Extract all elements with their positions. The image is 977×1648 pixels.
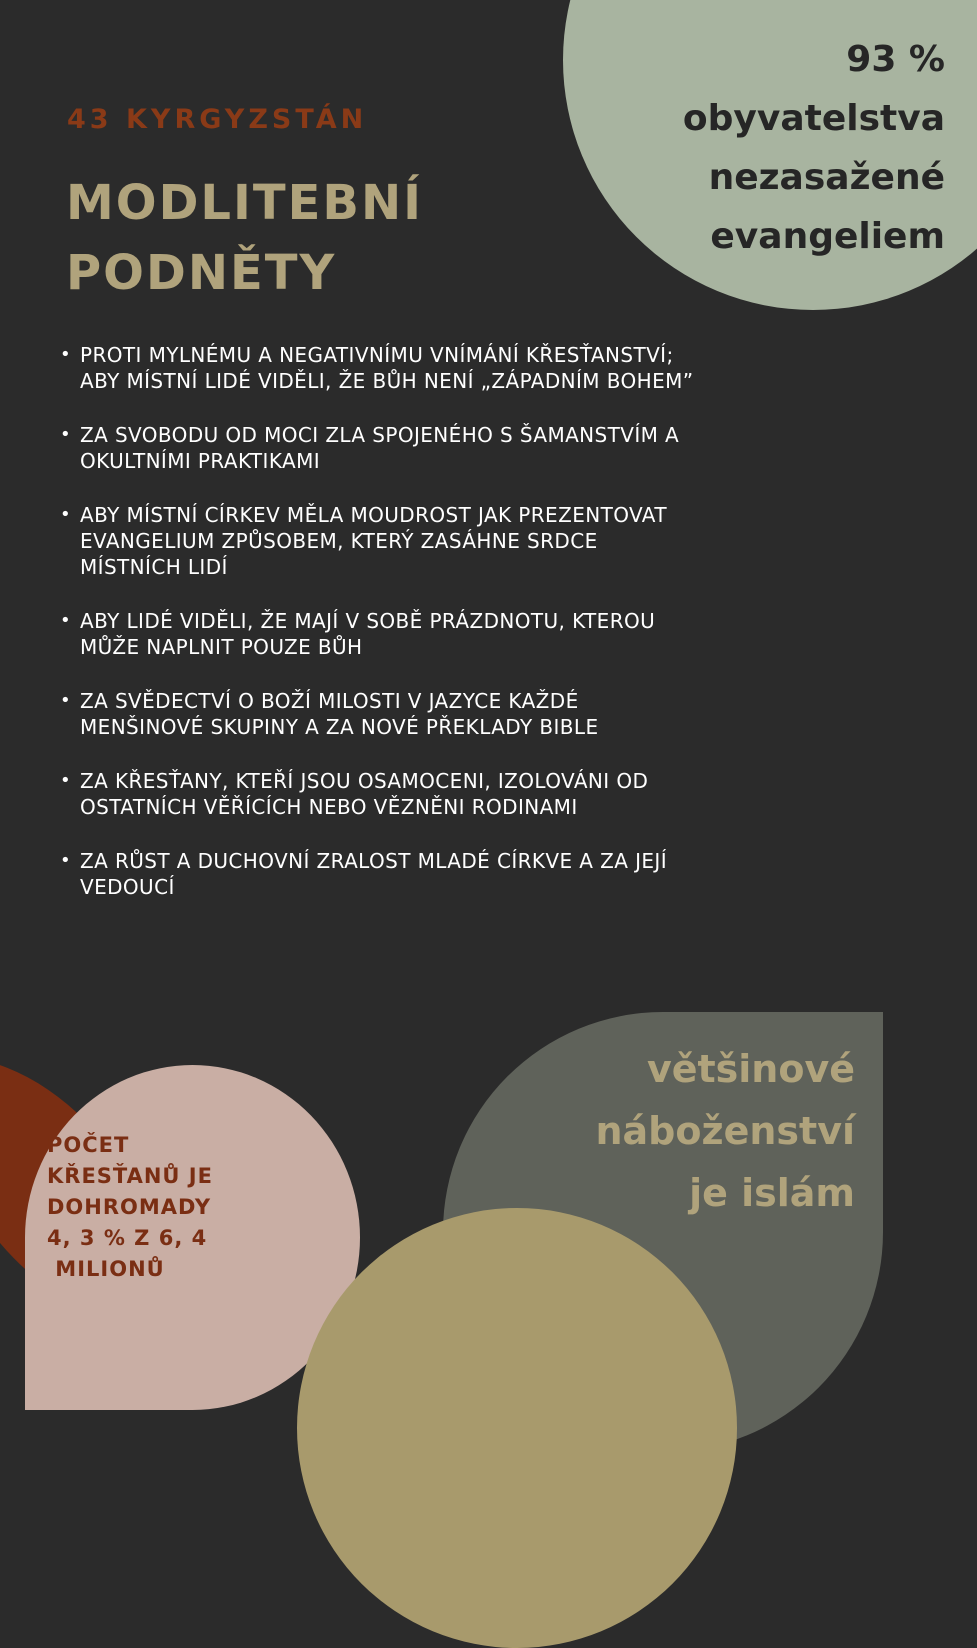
unreached-stat bbox=[683, 30, 945, 266]
majority-religion bbox=[595, 1038, 855, 1224]
title-line: PODNĚTY bbox=[66, 245, 337, 301]
christians-stat bbox=[47, 1130, 213, 1285]
stat-line: nezasažené bbox=[708, 157, 945, 198]
list-item-line: • ZA SVĚDECTVÍ O BOŽÍ MILOSTI V JAZYCE KAŽDÉ bbox=[80, 689, 579, 713]
list-item-line: • ZA RŮST A DUCHOVNÍ ZRALOST MLADÉ CÍRKVE A ZA JEJÍ bbox=[80, 849, 668, 873]
list-item bbox=[60, 768, 890, 820]
list-item-line: • ABY LIDÉ VIDĚLI, ŽE MAJÍ V SOBĚ PRÁZDNOTU, KTEROU bbox=[80, 609, 656, 633]
list-item-line: VEDOUCÍ bbox=[80, 875, 175, 899]
list-item-line: MŮŽE NAPLNIT POUZE BŮH bbox=[80, 635, 363, 659]
list-item-line: • ZA KŘESŤANY, KTEŘÍ JSOU OSAMOCENI, IZOLOVÁNI OD bbox=[80, 769, 649, 793]
stat-line: 93 % bbox=[846, 39, 945, 80]
religion-line: je islám bbox=[689, 1171, 855, 1215]
list-item-line: EVANGELIUM ZPŮSOBEM, KTERÝ ZASÁHNE SRDCE bbox=[80, 529, 598, 553]
religion-line: většinové bbox=[646, 1047, 855, 1091]
list-item-line: OKULTNÍMI PRAKTIKAMI bbox=[80, 449, 321, 473]
decorative-circle-tan bbox=[297, 1208, 737, 1648]
list-item bbox=[60, 342, 890, 394]
religion-line: náboženství bbox=[595, 1109, 855, 1153]
christians-line: MILIONŮ bbox=[47, 1257, 165, 1281]
christians-line: 4, 3 % Z 6, 4 bbox=[47, 1226, 208, 1250]
list-item-line: • PROTI MYLNÉMU A NEGATIVNÍMU VNÍMÁNÍ KŘESŤANSTVÍ; bbox=[80, 343, 674, 367]
stat-line: evangeliem bbox=[710, 216, 945, 257]
country-label: 43 KYRGYZSTÁN bbox=[67, 104, 368, 135]
list-item-line: MÍSTNÍCH LIDÍ bbox=[80, 555, 228, 579]
list-item bbox=[60, 848, 890, 900]
list-item bbox=[60, 422, 890, 474]
stat-line: obyvatelstva bbox=[682, 98, 945, 139]
list-item bbox=[60, 608, 890, 660]
list-item-line: • ZA SVOBODU OD MOCI ZLA SPOJENÉHO S ŠAMANSTVÍM A bbox=[80, 423, 680, 447]
list-item-line: ABY MÍSTNÍ LIDÉ VIDĚLI, ŽE BŮH NENÍ „ZÁPADNÍM BOHEM” bbox=[80, 369, 694, 393]
title-line: MODLITEBNÍ bbox=[66, 175, 424, 231]
list-item bbox=[60, 502, 890, 580]
christians-line: KŘESŤANŮ JE bbox=[47, 1164, 213, 1188]
prayer-requests-list bbox=[60, 342, 890, 900]
christians-line: DOHROMADY bbox=[47, 1195, 212, 1219]
list-item-line: • ABY MÍSTNÍ CÍRKEV MĚLA MOUDROST JAK PREZENTOVAT bbox=[80, 503, 667, 527]
list-item-line: MENŠINOVÉ SKUPINY A ZA NOVÉ PŘEKLADY BIBLE bbox=[80, 715, 599, 739]
christians-line: POČET bbox=[47, 1133, 130, 1157]
list-item bbox=[60, 688, 890, 740]
page-title bbox=[66, 168, 423, 308]
list-item-line: OSTATNÍCH VĚŘÍCÍCH NEBO VĚZNĚNI RODINAMI bbox=[80, 795, 578, 819]
